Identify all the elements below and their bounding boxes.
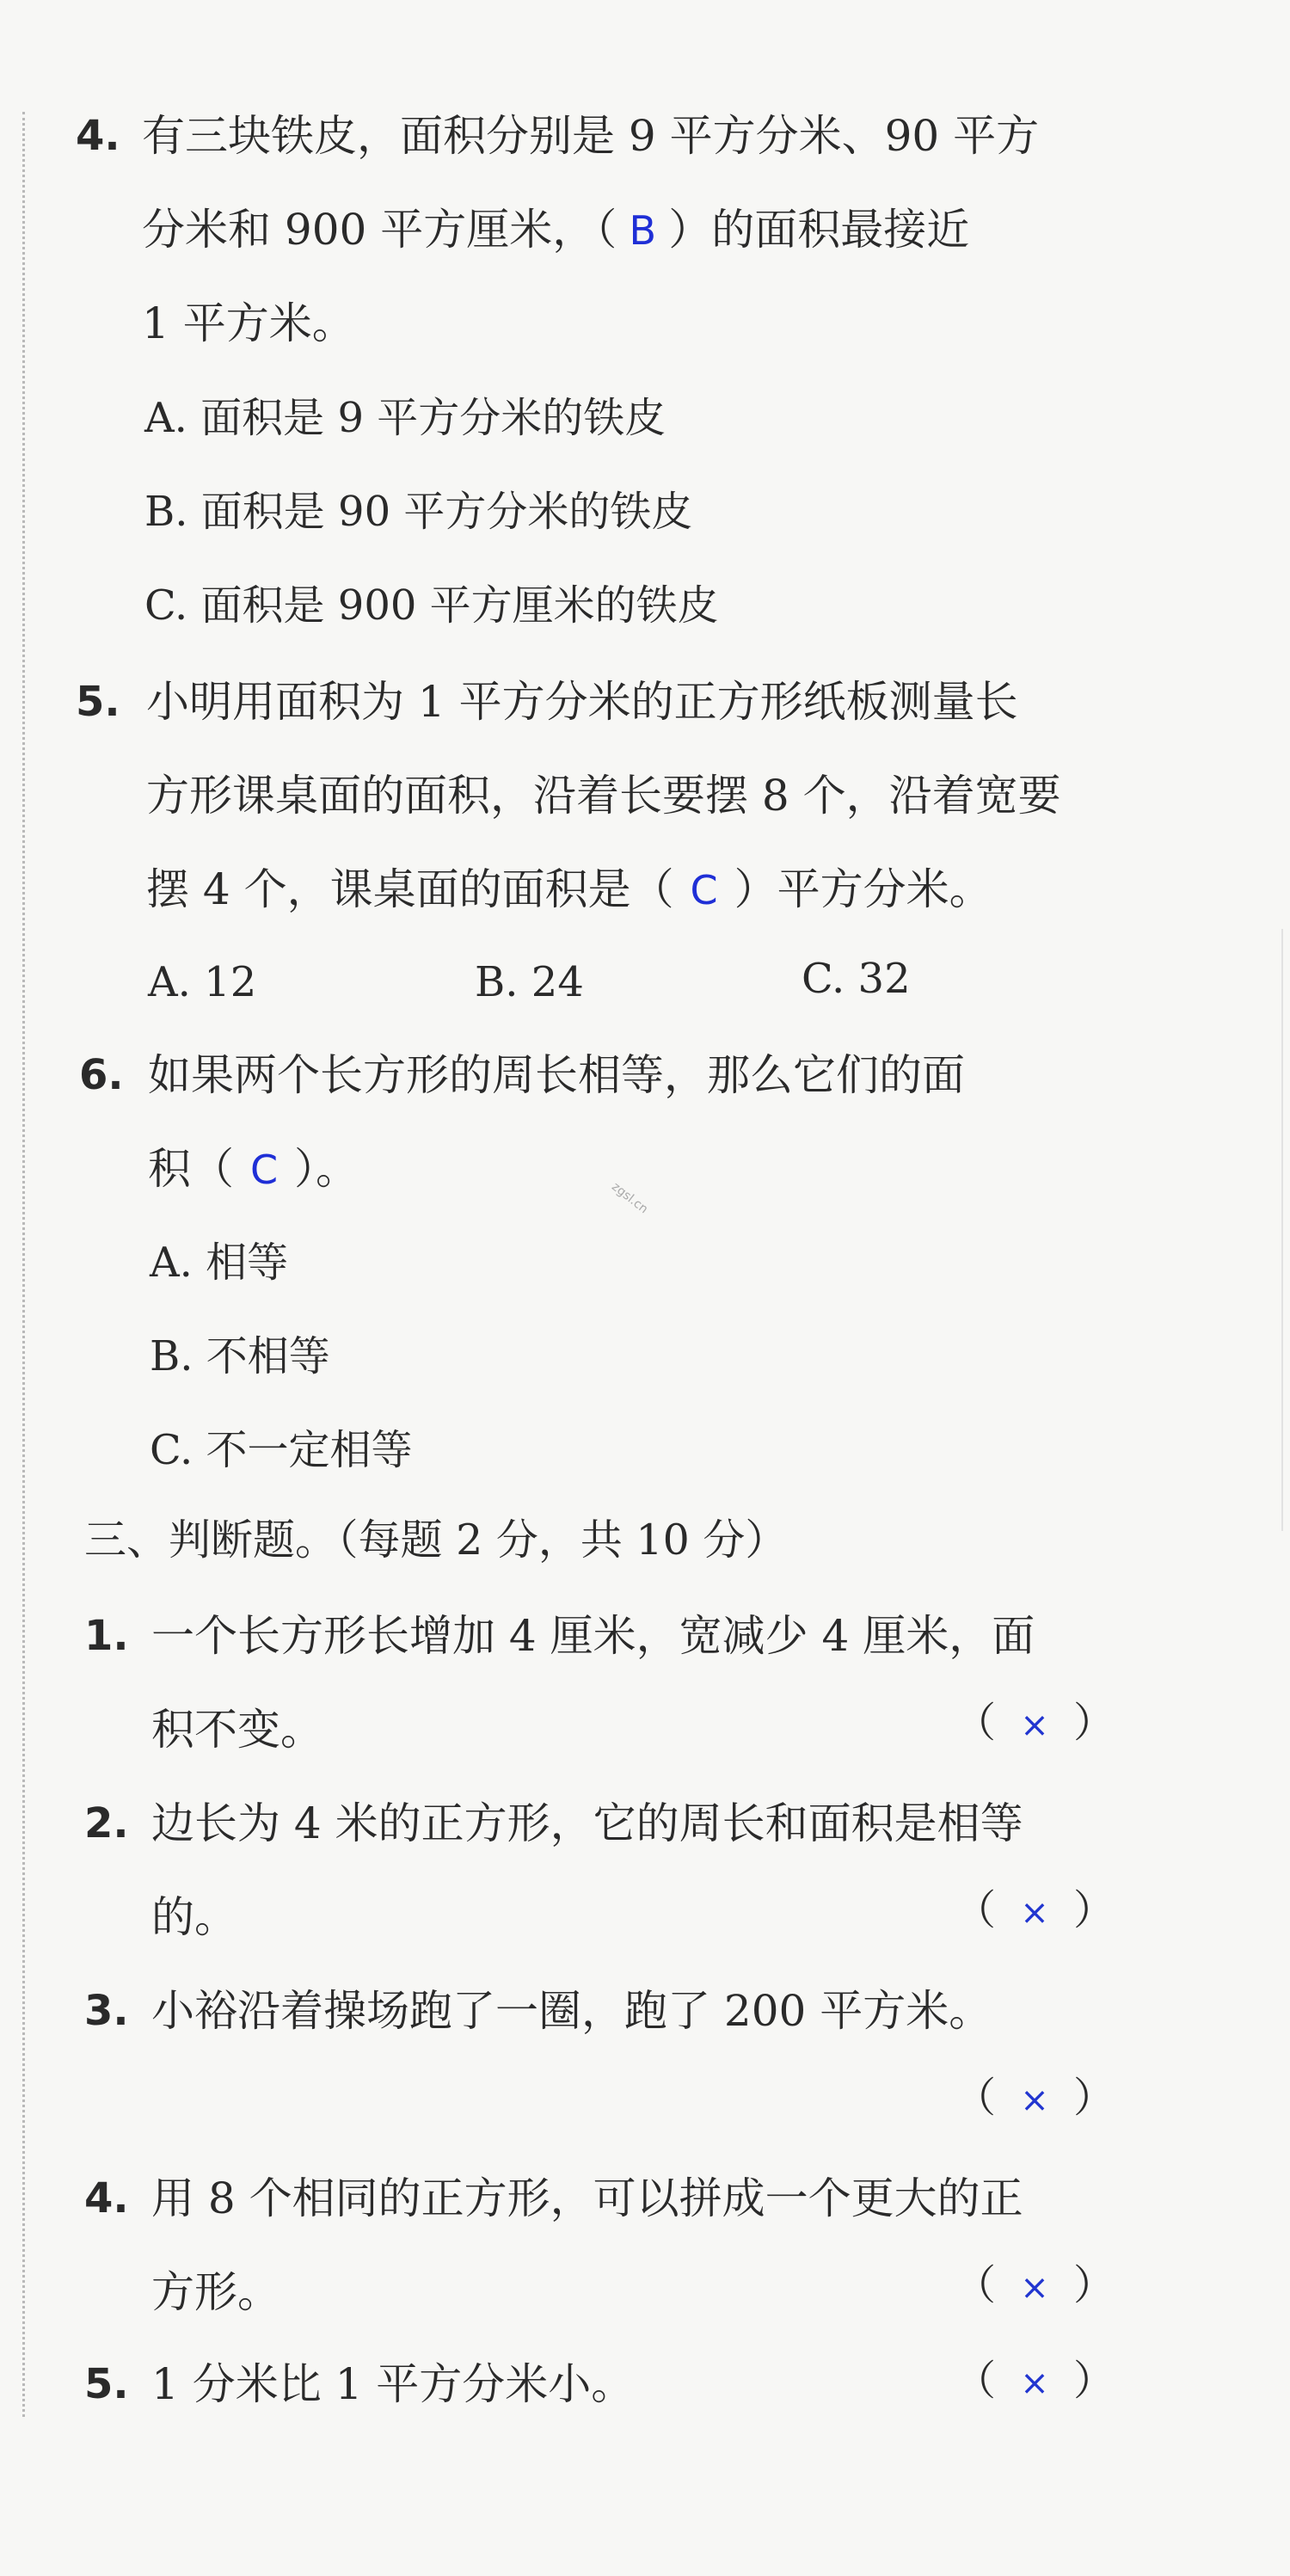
question-5-line3-pre: 摆 4 个，课桌面的面积是（	[146, 864, 674, 914]
tf-2-mark: ×	[1020, 1893, 1049, 1933]
question-4-number: 4.	[76, 112, 120, 160]
question-5-number: 5.	[76, 678, 120, 726]
question-6-number: 6.	[79, 1051, 124, 1099]
question-5-line1: 小明用面积为 1 平方分米的正方形纸板测量长	[146, 677, 1018, 727]
tf-2-paren-close: ）	[1073, 1886, 1115, 1934]
tf-2-line1: 边长为 4 米的正方形，它的周长和面积是相等	[151, 1798, 1023, 1848]
question-6-line2-post: ）。	[294, 1144, 359, 1194]
question-5-line3	[146, 864, 992, 915]
question-5-option-b: B. 24	[475, 958, 584, 1006]
question-5-answer: C	[690, 867, 718, 913]
tf-1-answer-box	[955, 1699, 1115, 1749]
tf-5-mark: ×	[1020, 2364, 1049, 2403]
tf-5-paren-open: （	[955, 2357, 997, 2405]
question-4-line2-post: ）的面积最接近	[668, 205, 970, 255]
question-5-option-a: A. 12	[148, 958, 257, 1006]
tf-4-paren-open: （	[955, 2261, 997, 2309]
tf-3-paren-open: （	[955, 2074, 997, 2122]
tf-4-line2: 方形。	[151, 2267, 280, 2317]
tf-3-mark: ×	[1020, 2081, 1049, 2120]
tf-2-answer-box	[955, 1886, 1115, 1936]
question-4-answer: B	[629, 207, 657, 254]
question-4-line1: 有三块铁皮，面积分别是 9 平方分米、90 平方	[142, 111, 1040, 161]
tf-1-paren-open: （	[955, 1699, 997, 1747]
question-4-option-b: B. 面积是 90 平方分米的铁皮	[144, 488, 693, 536]
question-4-line2-pre: 分米和 900 平方厘米，（	[142, 205, 617, 255]
tf-1-mark: ×	[1020, 1706, 1049, 1745]
question-5-option-c: C. 32	[802, 955, 911, 1003]
tf-4-paren-close: ）	[1073, 2261, 1115, 2309]
tf-4-number: 4.	[84, 2174, 129, 2222]
tf-4-mark: ×	[1020, 2268, 1049, 2308]
tf-1-line2: 积不变。	[151, 1705, 323, 1755]
tf-2-number: 2.	[84, 1799, 129, 1847]
question-4-option-c: C. 面积是 900 平方厘米的铁皮	[144, 581, 719, 630]
tf-4-line1: 用 8 个相同的正方形，可以拼成一个更大的正	[151, 2173, 1023, 2223]
tf-5-line1: 1 分米比 1 平方分米小。	[151, 2359, 635, 2409]
tf-5-paren-close: ）	[1073, 2357, 1115, 2405]
tf-5-number: 5.	[84, 2360, 129, 2408]
margin-dotted-line	[22, 112, 25, 2417]
tf-3-paren-close: ）	[1073, 2074, 1115, 2122]
tf-1-number: 1.	[84, 1612, 129, 1660]
question-6-line2	[148, 1143, 359, 1195]
tf-2-line2: 的。	[151, 1892, 237, 1942]
question-6-line2-pre: 积（	[148, 1144, 234, 1194]
watermark: zgsl.cn	[609, 1179, 651, 1217]
question-4-line2	[142, 204, 969, 255]
page-edge-line	[1281, 929, 1283, 1531]
question-6-line1: 如果两个长方形的周长相等，那么它们的面	[148, 1050, 965, 1100]
section-3-title: 三、判断题。（每题 2 分，共 10 分）	[84, 1515, 788, 1565]
tf-4-answer-box	[955, 2261, 1115, 2311]
tf-5-answer-box	[955, 2357, 1115, 2407]
question-6-answer: C	[249, 1147, 279, 1193]
question-5-line3-post: ）平方分米。	[734, 864, 992, 914]
question-4-line3: 1 平方米。	[142, 298, 355, 348]
question-5-line2: 方形课桌面的面积，沿着长要摆 8 个，沿着宽要	[146, 771, 1061, 821]
question-4-option-a: A. 面积是 9 平方分米的铁皮	[144, 394, 666, 442]
tf-3-answer-box	[955, 2074, 1115, 2124]
question-6-option-c: C. 不一定相等	[150, 1426, 413, 1474]
tf-3-number: 3.	[84, 1987, 129, 2035]
tf-3-line1: 小裕沿着操场跑了一圈，跑了 200 平方米。	[151, 1986, 992, 2036]
question-6-option-a: A. 相等	[150, 1239, 289, 1287]
tf-2-paren-open: （	[955, 1886, 997, 1934]
tf-1-line1: 一个长方形长增加 4 厘米，宽减少 4 厘米，面	[151, 1611, 1035, 1661]
question-6-option-b: B. 不相等	[150, 1332, 330, 1380]
tf-1-paren-close: ）	[1073, 1699, 1115, 1747]
